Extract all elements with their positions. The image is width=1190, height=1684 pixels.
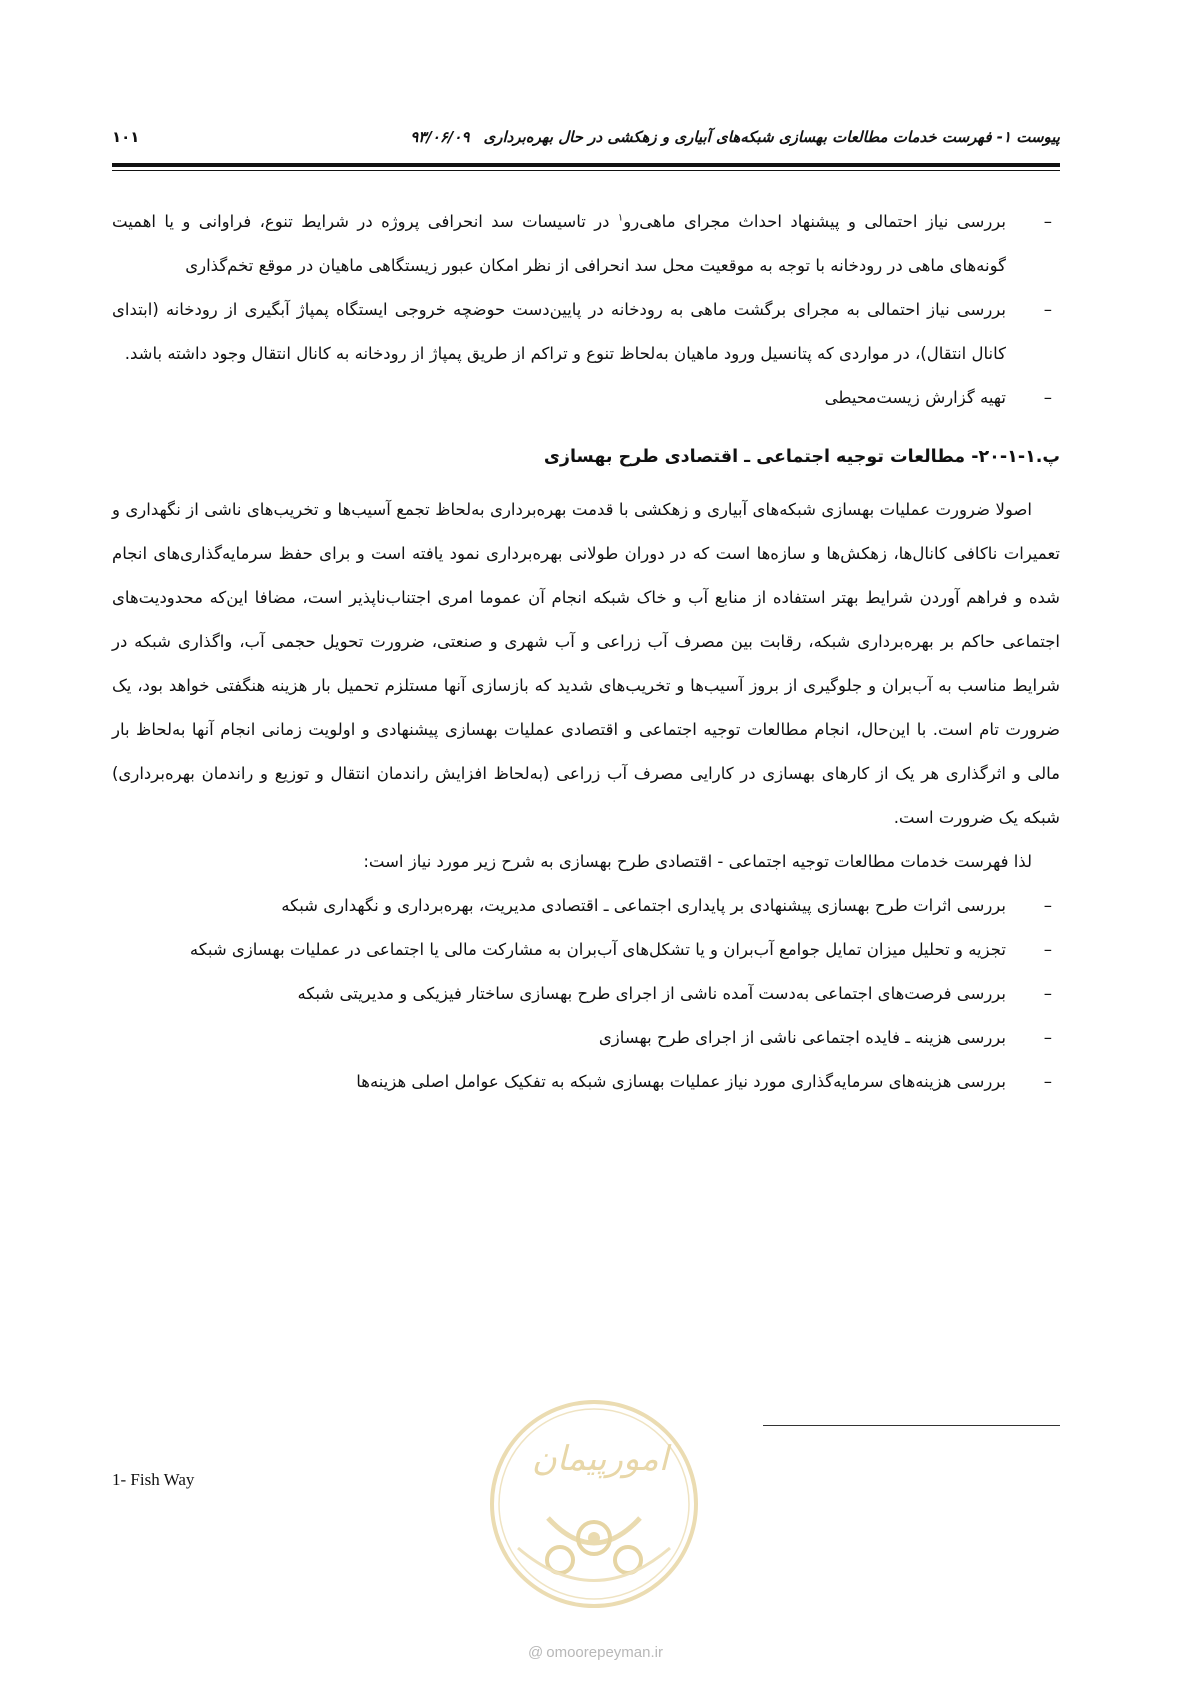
list-item (112, 972, 1060, 1016)
list-item (112, 884, 1060, 928)
list-item-text-cont: در تاسیسات سد انحرافی پروژه در شرایط تنوع، فراوانی و یا اهمیت گونه‌های ماهی در رودخانه با توجه به موقعیت محل سد انحرافی از نظر امکان عبور زیستگاهی ماهیان در موقع تخم‌گذاری (112, 212, 1006, 275)
dash-bullet: – (1043, 1072, 1052, 1091)
list-item-text: تهیه گزارش زیست‌محیطی (824, 388, 1006, 407)
list-item-text: بررسی اثرات طرح بهسازی پیشنهادی بر پایداری اجتماعی ـ اقتصادی مدیریت، بهره‌برداری و نگهداری شبکه (281, 896, 1006, 915)
list-item (112, 1016, 1060, 1060)
section-heading: پ.۱-۱-۲۰- مطالعات توجیه اجتماعی ـ اقتصادی طرح بهسازی (543, 447, 1060, 467)
dash-bullet: – (1043, 984, 1052, 1003)
bullet-list-bottom (112, 884, 1060, 1104)
seal-text: امورپیمان (531, 1439, 669, 1479)
watermark (493, 1644, 698, 1661)
page-number: ۱۰۱ (112, 128, 140, 146)
lead-sentence: لذا فهرست خدمات مطالعات توجیه اجتماعی - اقتصادی طرح بهسازی به شرح زیر مورد نیاز است: (363, 852, 1032, 871)
list-item-text: بررسی نیاز احتمالی و پیشنهاد احداث مجرای ماهی‌رو (623, 212, 1007, 231)
watermark-text: omoorepeyman.ir (546, 1644, 663, 1661)
list-item (112, 200, 1060, 288)
header-rule-thin (112, 170, 1060, 171)
body-paragraph: اصولا ضرورت عملیات بهسازی شبکه‌های آبیاری و زهکشی با قدمت بهره‌برداری به‌لحاظ تجمع آسیب‌ها و تخریب‌های ناشی از نگهداری و تعمیرات ناکافی کانال‌ها، زهکش‌ها و سازه‌ها است که در دوران طولانی بهره‌برداری نمود یافته است و برای حفظ سرمایه‌گذاری‌های انجام شده و فراهم آوردن شرایط بهتر استفاده از منابع آب و خاک شبکه انجام آن عموما امری اجتناب‌ناپذیر است، مضافا این‌که محدودیت‌های اجتماعی حاکم بر بهره‌برداری شبکه، رقابت بین مصرف آب زراعی و آب شهری و صنعتی، ضرورت تحویل حجمی آب، واگذاری شبکه در شرایط مناسب به آب‌بران و جلوگیری از بروز آسیب‌ها و تخریب‌های شدید که بازسازی آنها مستلزم تحمیل بار هزینه هنگفتی خواهد بود، یک ضرورت تام است. با این‌حال، انجام مطالعات توجیه اجتماعی و اقتصادی عملیات بهسازی پیشنهادی و اولویت زمانی انجام آنها به‌لحاظ بار مالی و اثرگذاری هر یک از کارهای بهسازی در کارایی مصرف آب زراعی (به‌لحاظ افزایش راندمان انتقال و توزیع و راندمان بهره‌برداری) شبکه یک ضرورت است. (112, 500, 1060, 827)
dash-bullet: – (1043, 940, 1052, 959)
footnote-rule (763, 1425, 1060, 1426)
list-item (112, 1060, 1060, 1104)
seal-watermark-logo (488, 1398, 700, 1610)
footnote-ref: ۱ (617, 212, 624, 224)
bullet-list-top (112, 200, 1060, 420)
at-icon: @ (528, 1644, 544, 1661)
dash-bullet: – (1043, 300, 1052, 319)
header-date: ۹۳/۰۶/۰۹ (410, 128, 470, 146)
header-title (410, 128, 1060, 146)
header-rule-thick (112, 163, 1060, 167)
list-item-text: بررسی هزینه ـ فایده اجتماعی ناشی از اجرای طرح بهسازی (598, 1028, 1006, 1047)
page-header (112, 128, 1060, 158)
list-item-text: بررسی نیاز احتمالی به مجرای برگشت ماهی به رودخانه در پایین‌دست حوضچه خروجی ایستگاه پمپاژ آبگیری از رودخانه (ابتدای کانال انتقال)، در مواردی که پتانسیل ورود ماهیان به‌لحاظ تنوع و تراکم از طریق پمپاژ از رودخانه به کانال انتقال وجود داشته باشد. (112, 300, 1006, 363)
list-item-text: تجزیه و تحلیل میزان تمایل جوامع آب‌بران و یا تشکل‌های آب‌بران به مشارکت مالی یا اجتماعی در عملیات بهسازی شبکه (189, 940, 1006, 959)
header-title-text: پیوست ۱- فهرست خدمات مطالعات بهسازی شبکه‌های آبیاری و زهکشی در حال بهره‌برداری (483, 128, 1060, 146)
dash-bullet: – (1043, 388, 1052, 407)
list-item-text: بررسی هزینه‌های سرمایه‌گذاری مورد نیاز عملیات بهسازی شبکه به تفکیک عوامل اصلی هزینه‌ها (356, 1072, 1006, 1091)
dash-bullet: – (1043, 1028, 1052, 1047)
footnote: 1- Fish Way (112, 1470, 195, 1489)
dash-bullet: – (1043, 896, 1052, 915)
page-body (112, 200, 1060, 1104)
list-item (112, 288, 1060, 376)
list-item (112, 928, 1060, 972)
list-item (112, 376, 1060, 420)
list-item-text: بررسی فرصت‌های اجتماعی به‌دست آمده ناشی از اجرای طرح بهسازی ساختار فیزیکی و مدیریتی شبکه (297, 984, 1006, 1003)
dash-bullet: – (1043, 212, 1052, 231)
